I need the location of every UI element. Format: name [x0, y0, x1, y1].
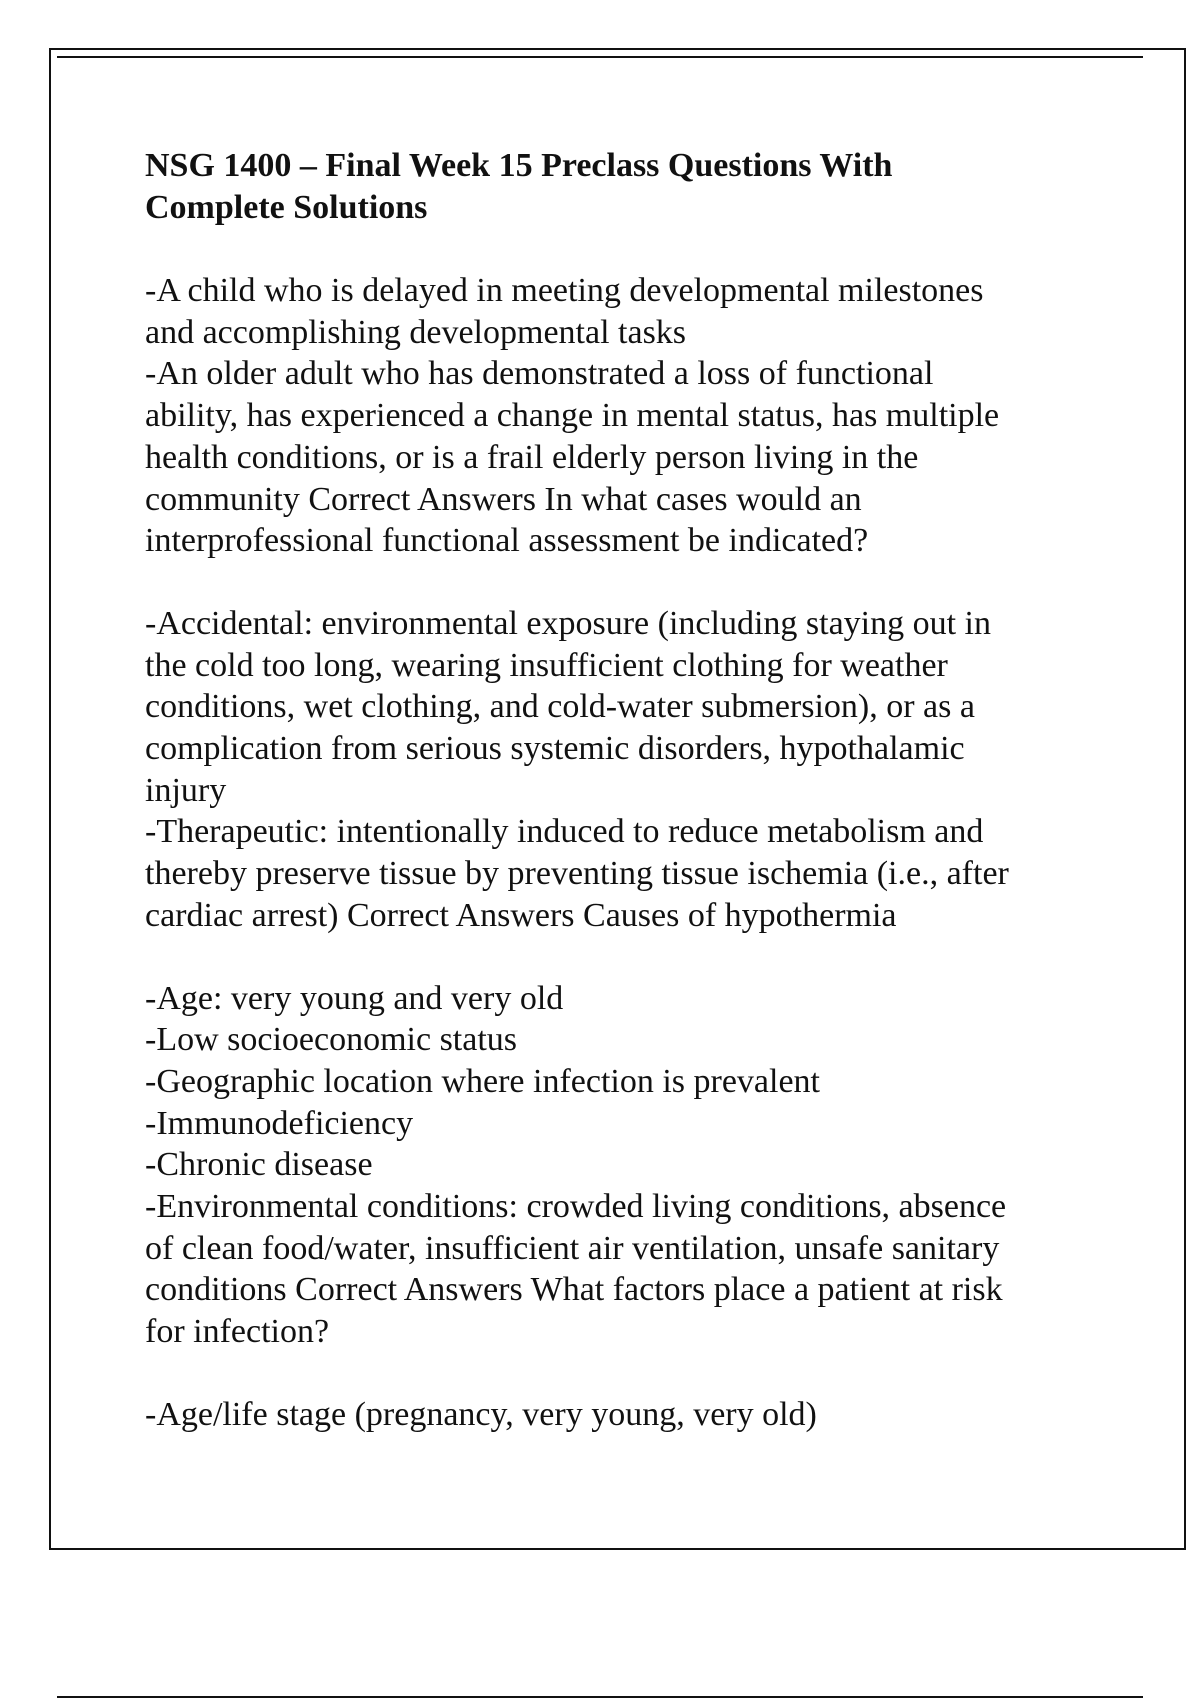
- answer-line: -Age: very young and very old: [145, 979, 564, 1017]
- answer-line: -Immunodeficiency: [145, 1104, 414, 1142]
- qa-block-functional-assessment: [145, 270, 1085, 562]
- bottom-rule: [57, 1696, 1143, 1698]
- document-title: NSG 1400 – Final Week 15 Preclass Questions With Complete Solutions: [145, 147, 893, 226]
- top-rule: [57, 56, 1143, 58]
- answer-line: -Accidental: environmental exposure (including staying out in the cold too long, wearing insufficient clothing for weather conditions, wet clothing, and cold-water submersion), or as a complication from serious systemic disorders, hypothalamic injury: [145, 604, 991, 809]
- answer-line: -Therapeutic: intentionally induced to reduce metabolism and thereby preserve tissue by preventing tissue ischemia (i.e., after cardiac arrest) Correct Answers Causes of hypothermia: [145, 813, 1009, 934]
- qa-block-age-life-stage: [145, 1394, 1085, 1436]
- answer-line: -An older adult who has demonstrated a loss of functional ability, has experienced a change in mental status, has multiple health conditions, or is a frail elderly person living in the community Correct Answers In what cases would an interprofessional functional assessment be indicated?: [145, 355, 1000, 560]
- answer-line: -A child who is delayed in meeting developmental milestones and accomplishing developmental tasks: [145, 272, 984, 351]
- qa-block-hypothermia: [145, 603, 1085, 937]
- answer-line: -Geographic location where infection is prevalent: [145, 1062, 821, 1100]
- answer-line: -Age/life stage (pregnancy, very young, very old): [145, 1395, 817, 1433]
- qa-block-infection-risk: [145, 978, 1085, 1353]
- answer-line: -Low socioeconomic status: [145, 1021, 518, 1059]
- document-body: [145, 145, 1085, 1477]
- answer-line: -Chronic disease: [145, 1146, 373, 1184]
- answer-line: -Environmental conditions: crowded living conditions, absence of clean food/water, insufficient air ventilation, unsafe sanitary conditions Correct Answers What factors place a patient at risk for infection?: [145, 1188, 1007, 1351]
